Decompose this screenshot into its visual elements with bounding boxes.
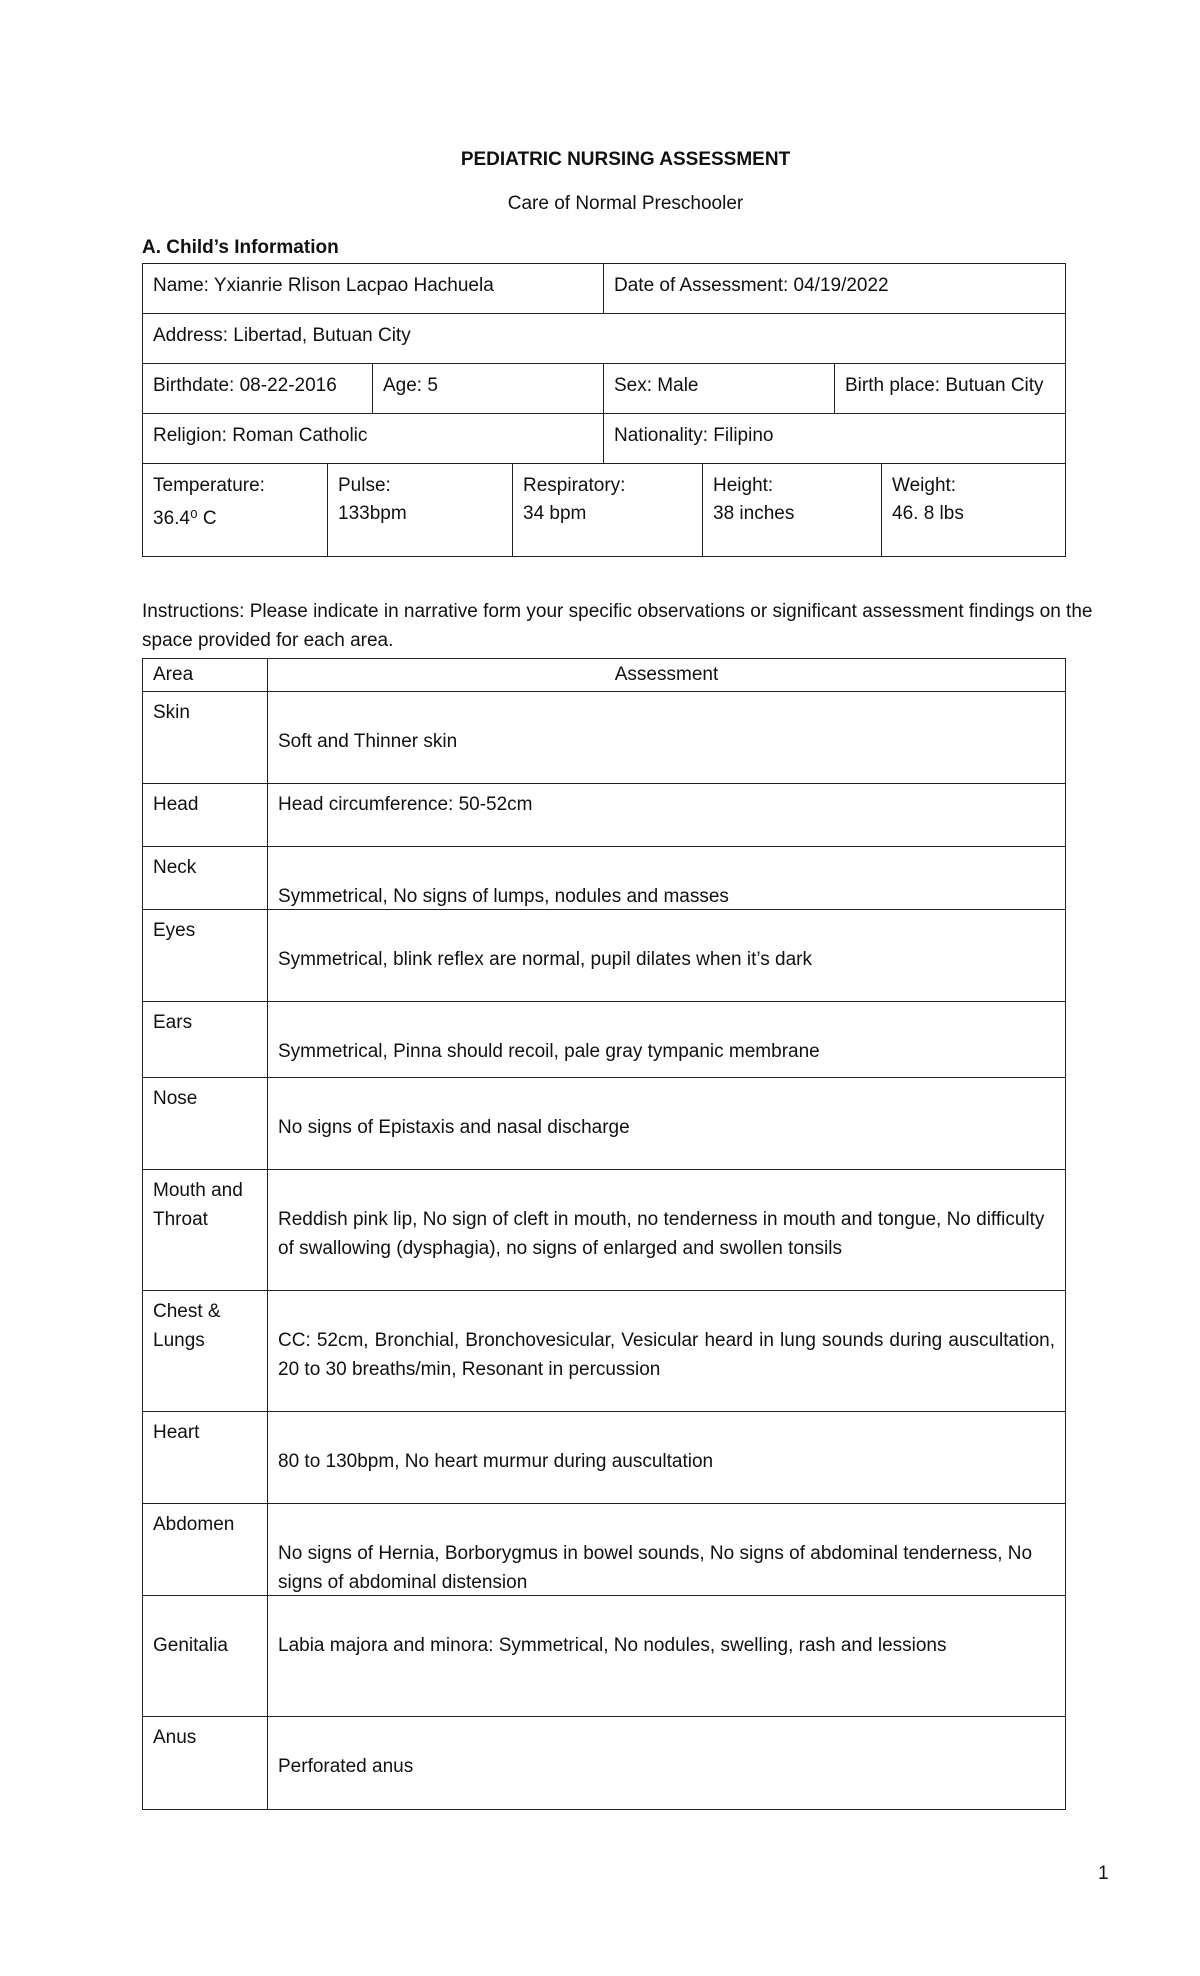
header-assessment: Assessment — [614, 664, 719, 685]
table-row — [143, 692, 1065, 784]
height-cell — [703, 464, 882, 556]
assessment-finding: Perforated anus — [278, 1756, 414, 1777]
assessment-finding: Labia majora and minora: Symmetrical, No nodules, swelling, rash and lessions — [278, 1635, 947, 1656]
name-cell: Name: Yxianrie Rlison Lacpao Hachuela — [143, 264, 604, 313]
info-row-birth — [143, 364, 1065, 414]
nationality-cell: Nationality: Filipino — [614, 425, 774, 446]
table-row — [143, 1170, 1065, 1291]
table-row — [143, 910, 1065, 1002]
table-row — [143, 1078, 1065, 1170]
temperature-label: Temperature: — [153, 475, 265, 496]
area-label: Heart — [143, 1412, 268, 1503]
table-row — [143, 1412, 1065, 1504]
assessment-finding: Reddish pink lip, No sign of cleft in mouth, no tenderness in mouth and tongue, No difficulty of swallowing (dysphagia), no signs of enlarged and swollen tonsils — [278, 1209, 1045, 1259]
section-heading-child-info: A. Child’s Information — [142, 237, 339, 258]
info-row-religion — [143, 414, 1065, 464]
info-row-address — [143, 314, 1065, 364]
area-label: Genitalia — [143, 1596, 268, 1716]
area-label: Skin — [143, 692, 268, 783]
assessment-finding: Symmetrical, No signs of lumps, nodules and masses — [278, 886, 729, 907]
assessment-header-row — [143, 659, 1065, 692]
assessment-finding: 80 to 130bpm, No heart murmur during auscultation — [278, 1451, 714, 1472]
assessment-table — [142, 658, 1066, 1810]
document-title: PEDIATRIC NURSING ASSESSMENT — [460, 149, 791, 170]
pulse-cell — [328, 464, 513, 556]
info-row-name — [143, 264, 1065, 314]
table-row — [143, 1596, 1065, 1717]
table-row — [143, 1717, 1065, 1809]
weight-label: Weight: — [892, 475, 957, 496]
assessment-finding: CC: 52cm, Bronchial, Bronchovesicular, Vesicular heard in lung sounds during auscultation, 20 to 30 breaths/min, Resonant in percussion — [278, 1330, 1055, 1380]
area-label: Ears — [143, 1002, 268, 1077]
table-row — [143, 847, 1065, 910]
info-row-vitals — [143, 464, 1065, 556]
table-row — [143, 1504, 1065, 1596]
birth-place-cell: Birth place: Butuan City — [845, 375, 1044, 396]
assessment-finding: Head circumference: 50-52cm — [278, 794, 533, 815]
area-label: Chest & Lungs — [143, 1291, 268, 1411]
child-info-table — [142, 263, 1066, 557]
table-row — [143, 1002, 1065, 1078]
assessment-finding: Soft and Thinner skin — [278, 731, 458, 752]
area-label: Head — [143, 784, 268, 846]
area-label: Mouth and Throat — [143, 1170, 268, 1290]
area-label: Neck — [143, 847, 268, 909]
area-label: Abdomen — [143, 1504, 268, 1595]
pulse-label: Pulse: — [338, 475, 391, 496]
area-label: Anus — [143, 1717, 268, 1809]
area-label: Eyes — [143, 910, 268, 1001]
age-cell: Age: 5 — [373, 364, 604, 413]
page-number: 1 — [1098, 1863, 1109, 1884]
birthdate-cell: Birthdate: 08-22-2016 — [143, 364, 373, 413]
temperature-value: 36.4⁰ C — [153, 508, 217, 529]
religion-cell: Religion: Roman Catholic — [143, 414, 604, 463]
respiratory-cell — [513, 464, 703, 556]
assessment-finding: Symmetrical, Pinna should recoil, pale gray tympanic membrane — [278, 1041, 820, 1062]
table-row — [143, 1291, 1065, 1412]
sex-cell: Sex: Male — [604, 364, 835, 413]
weight-cell — [882, 464, 1065, 556]
header-area: Area — [143, 659, 268, 691]
pulse-value: 133bpm — [338, 503, 407, 524]
address-cell: Address: Libertad, Butuan City — [153, 325, 411, 346]
height-label: Height: — [713, 475, 774, 496]
table-row — [143, 784, 1065, 847]
temperature-cell — [143, 464, 328, 556]
assessment-finding: No signs of Epistaxis and nasal discharge — [278, 1117, 630, 1138]
height-value: 38 inches — [713, 503, 795, 524]
respiratory-label: Respiratory: — [523, 475, 626, 496]
respiratory-value: 34 bpm — [523, 503, 587, 524]
instructions-text: Instructions: Please indicate in narrative form your specific observations or significant assessment findings on the space provided for each area. — [142, 601, 1093, 651]
document-subtitle: Care of Normal Preschooler — [507, 193, 744, 214]
date-of-assessment-cell: Date of Assessment: 04/19/2022 — [614, 275, 889, 296]
area-label: Nose — [143, 1078, 268, 1169]
weight-value: 46. 8 lbs — [892, 503, 964, 524]
assessment-finding: No signs of Hernia, Borborygmus in bowel sounds, No signs of abdominal tenderness, No signs of abdominal distension — [278, 1543, 1033, 1593]
assessment-finding: Symmetrical, blink reflex are normal, pupil dilates when it’s dark — [278, 949, 812, 970]
